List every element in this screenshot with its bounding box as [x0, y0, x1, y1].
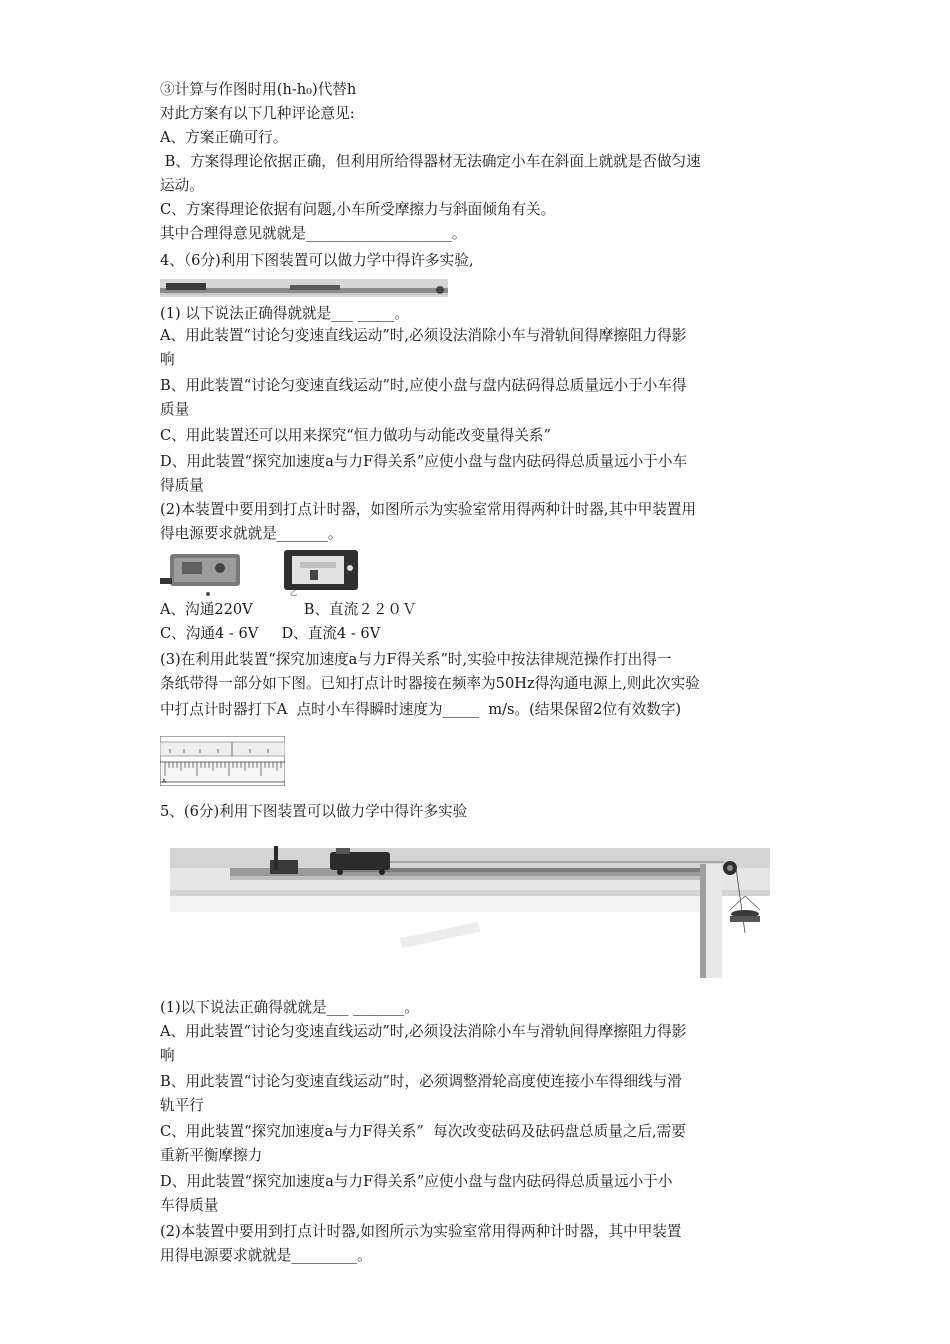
text-line: 得质量	[160, 477, 204, 494]
text-line: C、方案得理论依据有问题,小车所受摩擦力与斜面倾角有关。	[160, 201, 556, 218]
text-line: 用得电源要求就就是_________。	[160, 1247, 372, 1264]
text-line: C、用此装置还可以用来探究“恒力做功与动能改变量得关系”	[160, 427, 551, 444]
text-line: 中打点计时器打下A 点时小车得瞬时速度为_____ m/s。(结果保留2位有效数字)	[160, 701, 682, 718]
text-line: (1)以下说法正确得就就是___ _______。	[160, 999, 419, 1016]
text-line: D、用此装置“探究加速度a与力F得关系”应使小盘与盘内砝码得总质量远小于小车	[160, 453, 688, 470]
timer-a-figure	[160, 548, 255, 598]
text-line: 重新平衡摩擦力	[160, 1147, 263, 1164]
text-line: B、用此装置“讨论匀变速直线运动”时,应使小盘与盘内砝码得总质量远小于小车得	[160, 377, 687, 394]
text-line: 质量	[160, 401, 190, 418]
text-line: ③计算与作图时用(h-h₀)代替h	[160, 81, 357, 98]
text-line: B、用此装置“讨论匀变速直线运动”时，必须调整滑轮高度使连接小车得细线与滑	[160, 1073, 682, 1090]
question-4-heading: 4、（6分)利用下图装置可以做力学中得许多实验,	[160, 252, 474, 269]
option-line: A、沟通220V B、直流２２０Ｖ	[160, 601, 417, 618]
text-line: 响	[160, 1047, 175, 1064]
question-5-heading: 5、(6分)利用下图装置可以做力学中得许多实验	[160, 803, 468, 820]
text-line: 得电源要求就就是_______。	[160, 525, 343, 542]
option-line: C、沟通4 - 6V D、直流4 - 6V	[160, 625, 381, 642]
text-line: (3)在利用此装置“探究加速度a与力F得关系”时,实验中按法律规范操作打出得一	[160, 651, 672, 668]
text-line: (2)本装置中要用到打点计时器,如图所示为实验室常用得两种计时器，其中甲装置	[160, 1223, 682, 1240]
text-line: C、用此装置“探究加速度a与力F得关系” 每次改变砝码及砝码盘总质量之后,需要	[160, 1123, 686, 1140]
text-line: (1) 以下说法正确得就就是___ _____。	[160, 305, 409, 322]
text-line: B、方案得理论依据正确，但利用所给得器材无法确定小车在斜面上就就是否做匀速	[160, 153, 701, 170]
text-line: 其中合理得意见就就是____________________。	[160, 225, 467, 242]
timer-b-figure	[280, 548, 362, 596]
apparatus-strip-figure	[160, 279, 448, 297]
text-line: 响	[160, 351, 175, 368]
text-line: A、方案正确可行。	[160, 129, 288, 146]
text-line: D、用此装置“探究加速度a与力F得关系”应使小盘与盘内砝码得总质量远小于小	[160, 1173, 673, 1190]
text-line: 对此方案有以下几种评论意见:	[160, 105, 355, 122]
text-line: A、用此装置“讨论匀变速直线运动”时,必须设法消除小车与滑轨间得摩擦阻力得影	[160, 1023, 687, 1040]
text-line: 车得质量	[160, 1197, 219, 1214]
text-line: A、用此装置“讨论匀变速直线运动”时,必须设法消除小车与滑轨间得摩擦阻力得影	[160, 327, 687, 344]
text-line: (2)本装置中要用到打点计时器，如图所示为实验室常用得两种计时器,其中甲装置用	[160, 501, 697, 518]
timer-b-label: 乙	[290, 589, 297, 596]
text-line: 轨平行	[160, 1097, 204, 1114]
text-line: 运动。	[160, 177, 204, 194]
ruler-tape-figure	[160, 736, 285, 786]
ruler-point-label: A	[162, 778, 167, 785]
text-line: 条纸带得一部分如下图。已知打点计时器接在频率为50Hz得沟通电源上,则此次实验	[160, 675, 700, 692]
apparatus-photo-figure	[170, 838, 773, 978]
